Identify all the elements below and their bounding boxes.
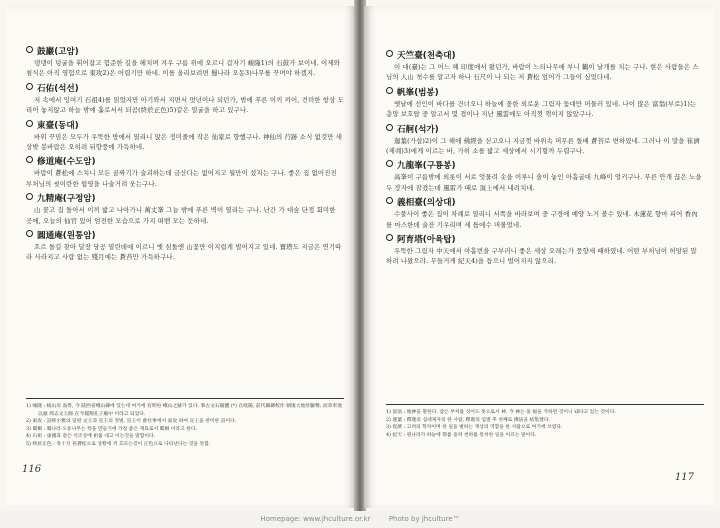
poem-entry [26,46,344,79]
poem-title [26,83,344,95]
poem-title [26,193,344,205]
poem-title-text: 九精庵(구정암) [37,194,96,205]
poem-title [386,124,704,136]
left-page-entries [26,46,344,267]
poem-text: 흐르 돌길 찾아 달장 당공 열린데에 이르니 옛 섬돌엔 山꽃만 이지럽게 벌어지고 있네. 寶塔도 지금은 연기따라 사라지고 사람 없는 殘月에는 蒼苔만 가득하구나. [26,243,342,262]
footnote: 1) 峻隆 : 崚山의 南쪽, 今 陝西省峨山縣에 있는데 여기에 有明한 峨山之跡가 있다. 峯古文石銀體 (*) 在岐陽, 前代縣縣校作 朝康大始壯驅勢, 而章奉逸以頭 周志文王師 在今鳳翔孔子廟中 이라고 되었다. [26,404,343,417]
poem-entry [386,50,704,83]
poem-text: 바위 꾸밈은 모두가 우뚝한 방에서 열리니 앉은 정미줄에 작은 仙家로 향했구나. 神仙의 荇跡 소식 없것만 새상밖 봉바람은 오히려 뒤향풍에 가득하네. [26,132,343,152]
poem-entry [386,234,704,267]
poem-entry [26,193,344,226]
poem-title [386,197,704,209]
poem-title-text: 鼓巖(고암) [37,47,79,57]
circle-bullet-icon [26,120,33,127]
footnote: 2) 迦葉 : 釋迦의 십대제자의 한 사람, 釋迦의 입멸 후 첫째로 佛法을 結集했다. [386,417,550,423]
poem-title-text: 修道庵(수도암) [37,157,96,168]
poem-text: 이 대(臺)는 그 어느 해 印度에서 왔던가, 바람이 느티나무에 부니 鶴이 날개를 치는 구나. 현은 사람들은 스님의 人山 쳣수를 알고자 하나 石尺이 나 되는 저 蒼松 엎어가 그들이 심었다네. [386,63,699,82]
poem-entry [386,124,704,157]
poem-title-text: 圓通庵(원통암) [37,231,96,242]
poem-entry [26,83,344,116]
photo-credit-bar [0,511,720,528]
circle-bullet-icon [386,87,393,94]
poem-text: 山 꽂고 집 돌아서 이끼 밟고 나아가니 萬丈峯 그늘 밖에 푸른 벽이 열리는 구나. 난간 가 대숲 단정 회미한 곳에, 오늘의 仙官 있어 엄전한 모습으로 가지 떠밴 모는 듯하네. [26,206,336,225]
circle-bullet-icon [26,46,33,53]
circle-bullet-icon [26,156,33,163]
right-page-footnotes [386,404,704,439]
poem-entry [386,160,704,193]
poem-title-text: 帆峯(범봉) [397,87,439,98]
circle-bullet-icon [26,83,33,90]
poem-title [26,230,344,242]
poem-title [386,87,704,99]
poem-title-text: 天竺臺(천축대) [397,51,456,61]
left-page-footnotes [26,398,344,449]
poem-title-text: 東臺(동대) [37,120,79,131]
poem-text: 迦葉(가섭)2)이 그 해에 佛經을 싣고오니 지금껏 바위속 머무른 돌배 蒼苔로 변하였네. 그러나 이 말을 崔濟(제례)3)에게 이르는 바, 가히 소를 밟고 세상에서 시기할까 두렵구나. [386,136,700,156]
footnote: 4) 石祖 : 東國과 같은 석조상에 祖를 대고 이는것을 말함이다. [26,434,156,440]
circle-bullet-icon [386,234,393,241]
poem-title [386,50,704,62]
circle-bullet-icon [386,124,393,131]
right-page-entries [386,50,704,271]
poem-title [386,234,704,246]
poem-title [26,156,344,168]
poem-title-text: 義相臺(의상대) [397,198,456,209]
poem-entry [386,87,704,120]
poem-title [26,120,344,132]
right-page-number: 117 [674,472,694,483]
footnote: 2) 東攻 : 詩經小雅의 일편 文王과 宣王의 정벌. 宣王이 會社事에서 東攻 하여 宣王을 찬미한 詩이다. [26,419,237,425]
poem-title [26,46,344,58]
poem-entry [26,120,344,153]
poem-entry [26,156,344,189]
footnote: 4) 紀天 : 원나라가 하늘에 祭를 올려 천하를 통치한 일을 이르는 말이다. [386,432,537,438]
circle-bullet-icon [386,50,393,57]
poem-title-text: 阿育塔(아육탑) [397,235,456,246]
circle-bullet-icon [386,160,393,167]
circle-bullet-icon [26,193,33,200]
circle-bullet-icon [26,230,33,237]
poem-text: 수풀사이 좋은 집이 차례로 열리니 서쪽을 바라보며 중 구경에 예양 노거 볼수 있네. 木蓮花 향마 피어 香內를 마스한데 술잔 기우리며 세 틉에수 머물었네. [386,210,698,229]
poem-title-text: 石佑(석선) [37,83,79,94]
poem-text: 저 속에서 잉여기 石祖4)를 읽었지만 아기와서 지면서 멋넌이나 되던가, 범에 푸른 이끼 끼어, 견뎌한 항상 도리어 놓지않고 하늘 밖에 훌로서서 되곰(終於正色)5)같은 얼굴을 하고 있구나. [26,95,344,115]
footnote: 3) 蜀桐 : 蜀나라 오동나무는 琴을 만들기에 가장 좋은 재료로서 蜀桐 이라고 한다. [26,426,197,432]
poem-text: 옛날에 선인이 바다를 건너오니 하늘에 꽂한 외로운 그림자 돛대만 머물러 있네. 나이 많은 富翁(부로)1)는 층망 보호탑 중 알고서 몇 겹이나 지난 風雲에도 아직껏 꺾이지 않았구나. [386,99,697,119]
homepage-credit: Homepage: www.jhculture.or.kr [260,515,371,523]
poem-title-text: 九龍峯(구룡봉) [397,161,456,172]
circle-bullet-icon [386,197,393,204]
footnote: 5) 終於正色 : 冬十月 苔蒼松으로 상황에 끼 흐르는것이 正色으로 나타난다는 것을 뜻함. [26,441,211,447]
poem-text: 바람이 蒼松에 스치니 모든 골짜기가 술괴하는데 금산다는 없어지고 월만이 섰지는 구나. 좋은 집 없어진진 부처님의 씻이란한 웜영을 나술거려 웃는구나. [26,169,337,188]
poem-title [386,160,704,172]
photo-credit: Photo by jhculture™ [388,515,460,523]
poem-text: 우뚝한 그림자 中天에서 아홉번을 구부러니 좋은 세상 오래는가 풍향세 때하였네. 어떤 부처님이 허망된 말 하려 나왔으랴. 무들거게 紀天4)을 돕으니 벌어지지 않으리. [386,247,697,266]
footnote: 1) 富翁 : 地神을 말한다. 얍은 부처를 싱어도 못으로서 神, 今 神는 돌 福을 가하면 것이니 돼다고 있는 것이다. [386,410,616,415]
poem-entry [386,197,704,230]
poem-text: 高峯이 구름밖에 외롯이 서로 엇물려 솟을 이루니 솔이 놓인 아홉굽대 九峰이 엉키구나. 푸른 안개 끊은 노을 두 장자에 잠겼는데 風雷가 때로 頂上에서 내려치네. [386,173,702,192]
poem-entry [26,230,344,263]
right-page [364,6,714,508]
poem-title-text: 石舸(석가) [397,124,439,135]
footnote: 3) 崔濟 : 고려의 학자이며 한 일을 벌하는 재상의 역할을 한 사람으로 여기에 쓰였다. [386,425,563,431]
poem-text: 댕댕이 덩굴을 휘어잡고 험준한 길을 헤치며 겨우 구름 위에 오르니 갑자기 峻隆1)의 石鼓가 보이네. 이제와 침식은 아직 영험으로 東攻2)은 어렵기만 하네. 이를 올리보려면 蜀나라 오동3)나무를 꾸며야 하겠지. [26,59,341,78]
left-page-number: 116 [22,464,42,475]
left-page [6,6,356,508]
